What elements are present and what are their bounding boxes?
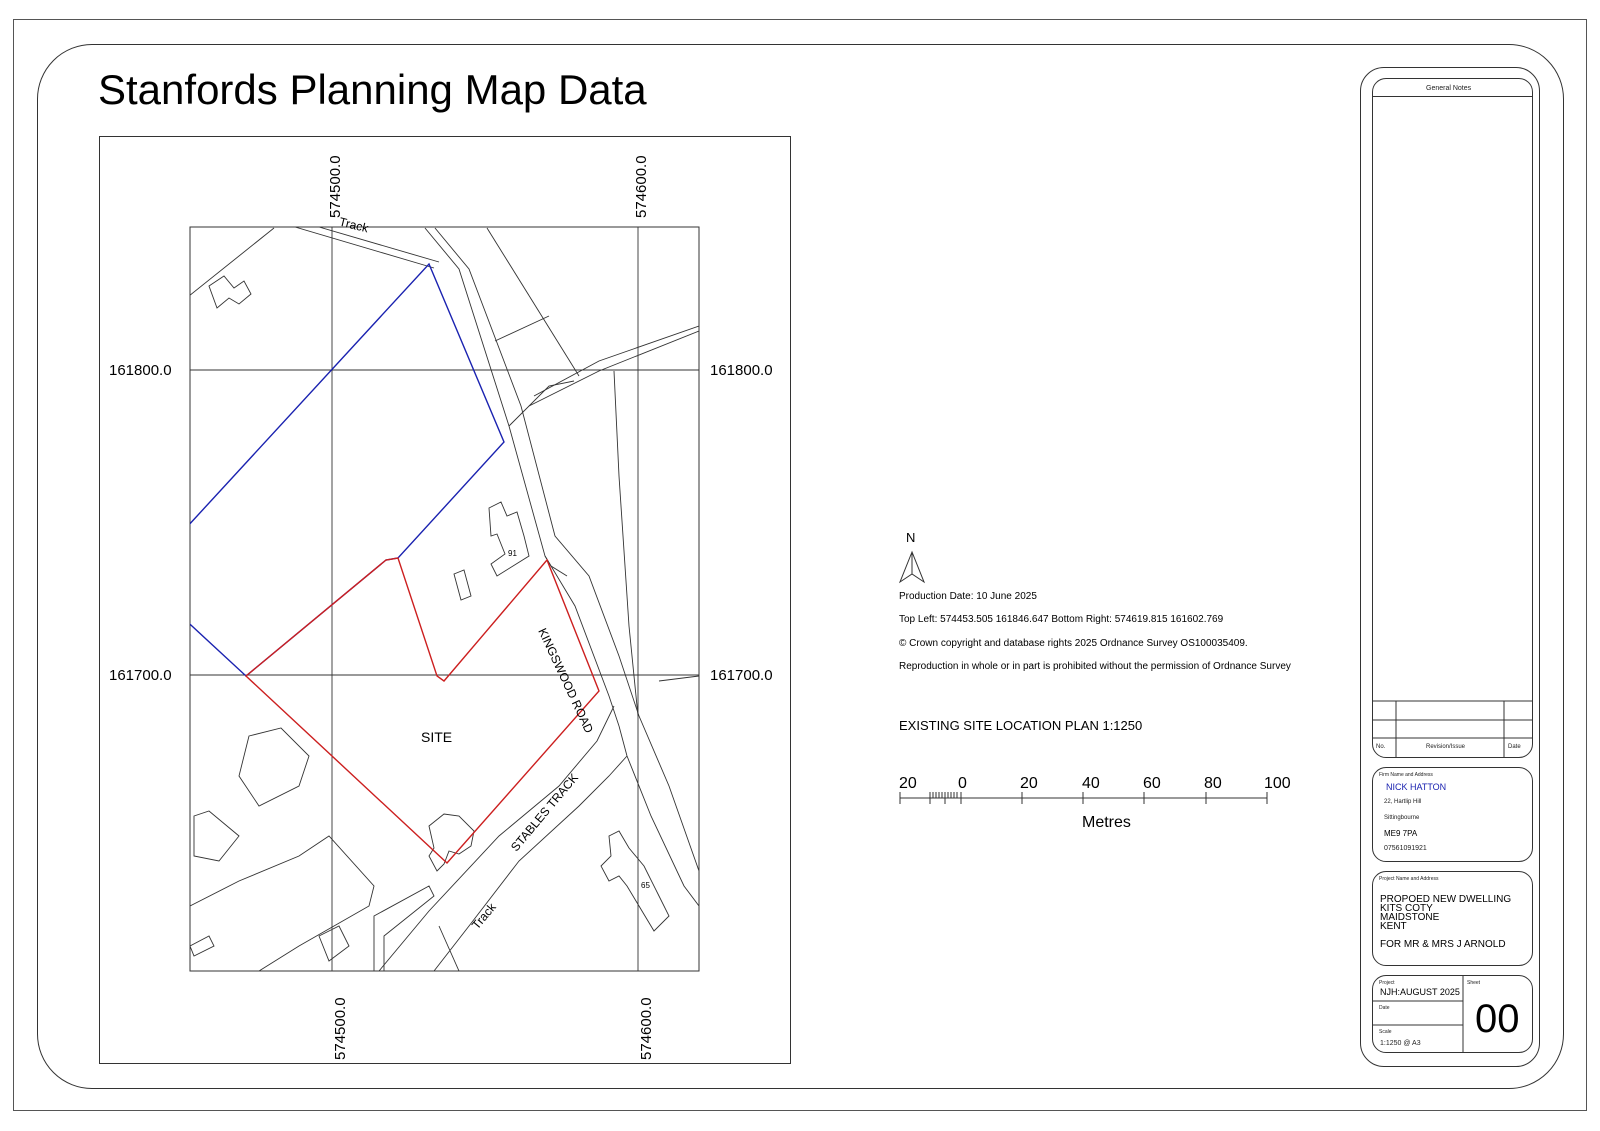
project-line-4: KENT [1380,921,1407,932]
grid-easting-top-1: 574500.0 [327,155,344,218]
grid-easting-bottom-1: 574500.0 [332,997,349,1060]
house-number-65: 65 [641,881,650,890]
ownership-boundary [140,264,504,676]
firm-heading: Firm Name and Address [1379,772,1433,778]
scale-bar [896,790,1276,810]
scale-label-60: 60 [1143,775,1161,792]
scale-label-100: 100 [1264,775,1291,792]
project-line-1: PROPOED NEW DWELLING [1380,894,1512,905]
sheet-date-label: Date [1379,1005,1390,1011]
sheet-scale-value: 1:1250 @ A3 [1380,1040,1421,1047]
sheet-scale-label: Scale [1379,1029,1392,1035]
revision-col-no: No. [1376,744,1386,750]
grid-northing-right-2: 161700.0 [710,667,773,684]
firm-address-1: 22, Hartlip Hill [1384,799,1422,805]
general-notes-heading: General Notes [1426,85,1472,92]
firm-phone: 07561091921 [1384,845,1427,852]
project-heading: Project Name and Address [1379,876,1439,882]
page-title: Stanfords Planning Map Data [98,66,647,113]
map-inner-border [190,227,699,971]
general-notes-panel [1372,78,1533,758]
scale-label-neg20: 20 [899,775,917,792]
scale-units: Metres [1082,814,1131,831]
project-line-2: KITS COTY [1380,903,1433,914]
reproduction-notice: Reproduction in whole or in part is prohibited without the permission of Ordnance Survey [899,661,1291,672]
grid-easting-bottom-2: 574600.0 [638,997,655,1060]
stables-track-label: STABLES TRACK [508,770,582,854]
project-line-3: MAIDSTONE [1380,912,1440,923]
stables-track-edges [379,706,627,971]
firm-name: NICK HATTON [1386,782,1447,792]
grid-northing-right-1: 161800.0 [710,362,773,379]
grid-lines [190,227,699,971]
sheet-number-label: Sheet [1467,980,1481,986]
scale-label-80: 80 [1204,775,1222,792]
kingswood-road-edges [425,228,699,906]
sheet-project-label: Project [1379,980,1395,986]
os-site-map [99,136,791,1064]
firm-postcode: ME9 7PA [1384,829,1418,838]
grid-northing-left-1: 161800.0 [109,362,172,379]
track-label-top: Track [337,214,370,236]
north-arrow-icon [898,550,926,584]
map-extent: Top Left: 574453.505 161846.647 Bottom Right: 574619.815 161602.769 [899,614,1224,625]
firm-address-2: Sittingbourne [1384,815,1420,821]
scale-label-40: 40 [1082,775,1100,792]
revision-col-issue: Revision/Issue [1426,744,1466,750]
sheet-project-value: NJH:AUGUST 2025 [1380,987,1460,997]
north-label: N [906,530,916,545]
plan-title: EXISTING SITE LOCATION PLAN 1:1250 [899,718,1143,733]
house-number-91: 91 [508,549,517,558]
grid-northing-left-2: 161700.0 [109,667,172,684]
sheet-number-value: 00 [1475,997,1520,1041]
grid-easting-top-2: 574600.0 [633,155,650,218]
crown-copyright: © Crown copyright and database rights 2025 Ordnance Survey OS100035409. [899,638,1248,649]
track-label-bottom: Track [469,900,499,932]
scale-label-0: 0 [958,775,967,792]
scale-label-20: 20 [1020,775,1038,792]
building-outlines [190,276,669,971]
revision-col-date: Date [1508,744,1521,750]
site-label: SITE [421,729,453,745]
project-client: FOR MR & MRS J ARNOLD [1380,939,1506,950]
general-notes-divider [1372,96,1533,97]
production-date: Production Date: 10 June 2025 [899,591,1037,602]
kingswood-road-label: KINGSWOOD ROAD [535,626,597,736]
